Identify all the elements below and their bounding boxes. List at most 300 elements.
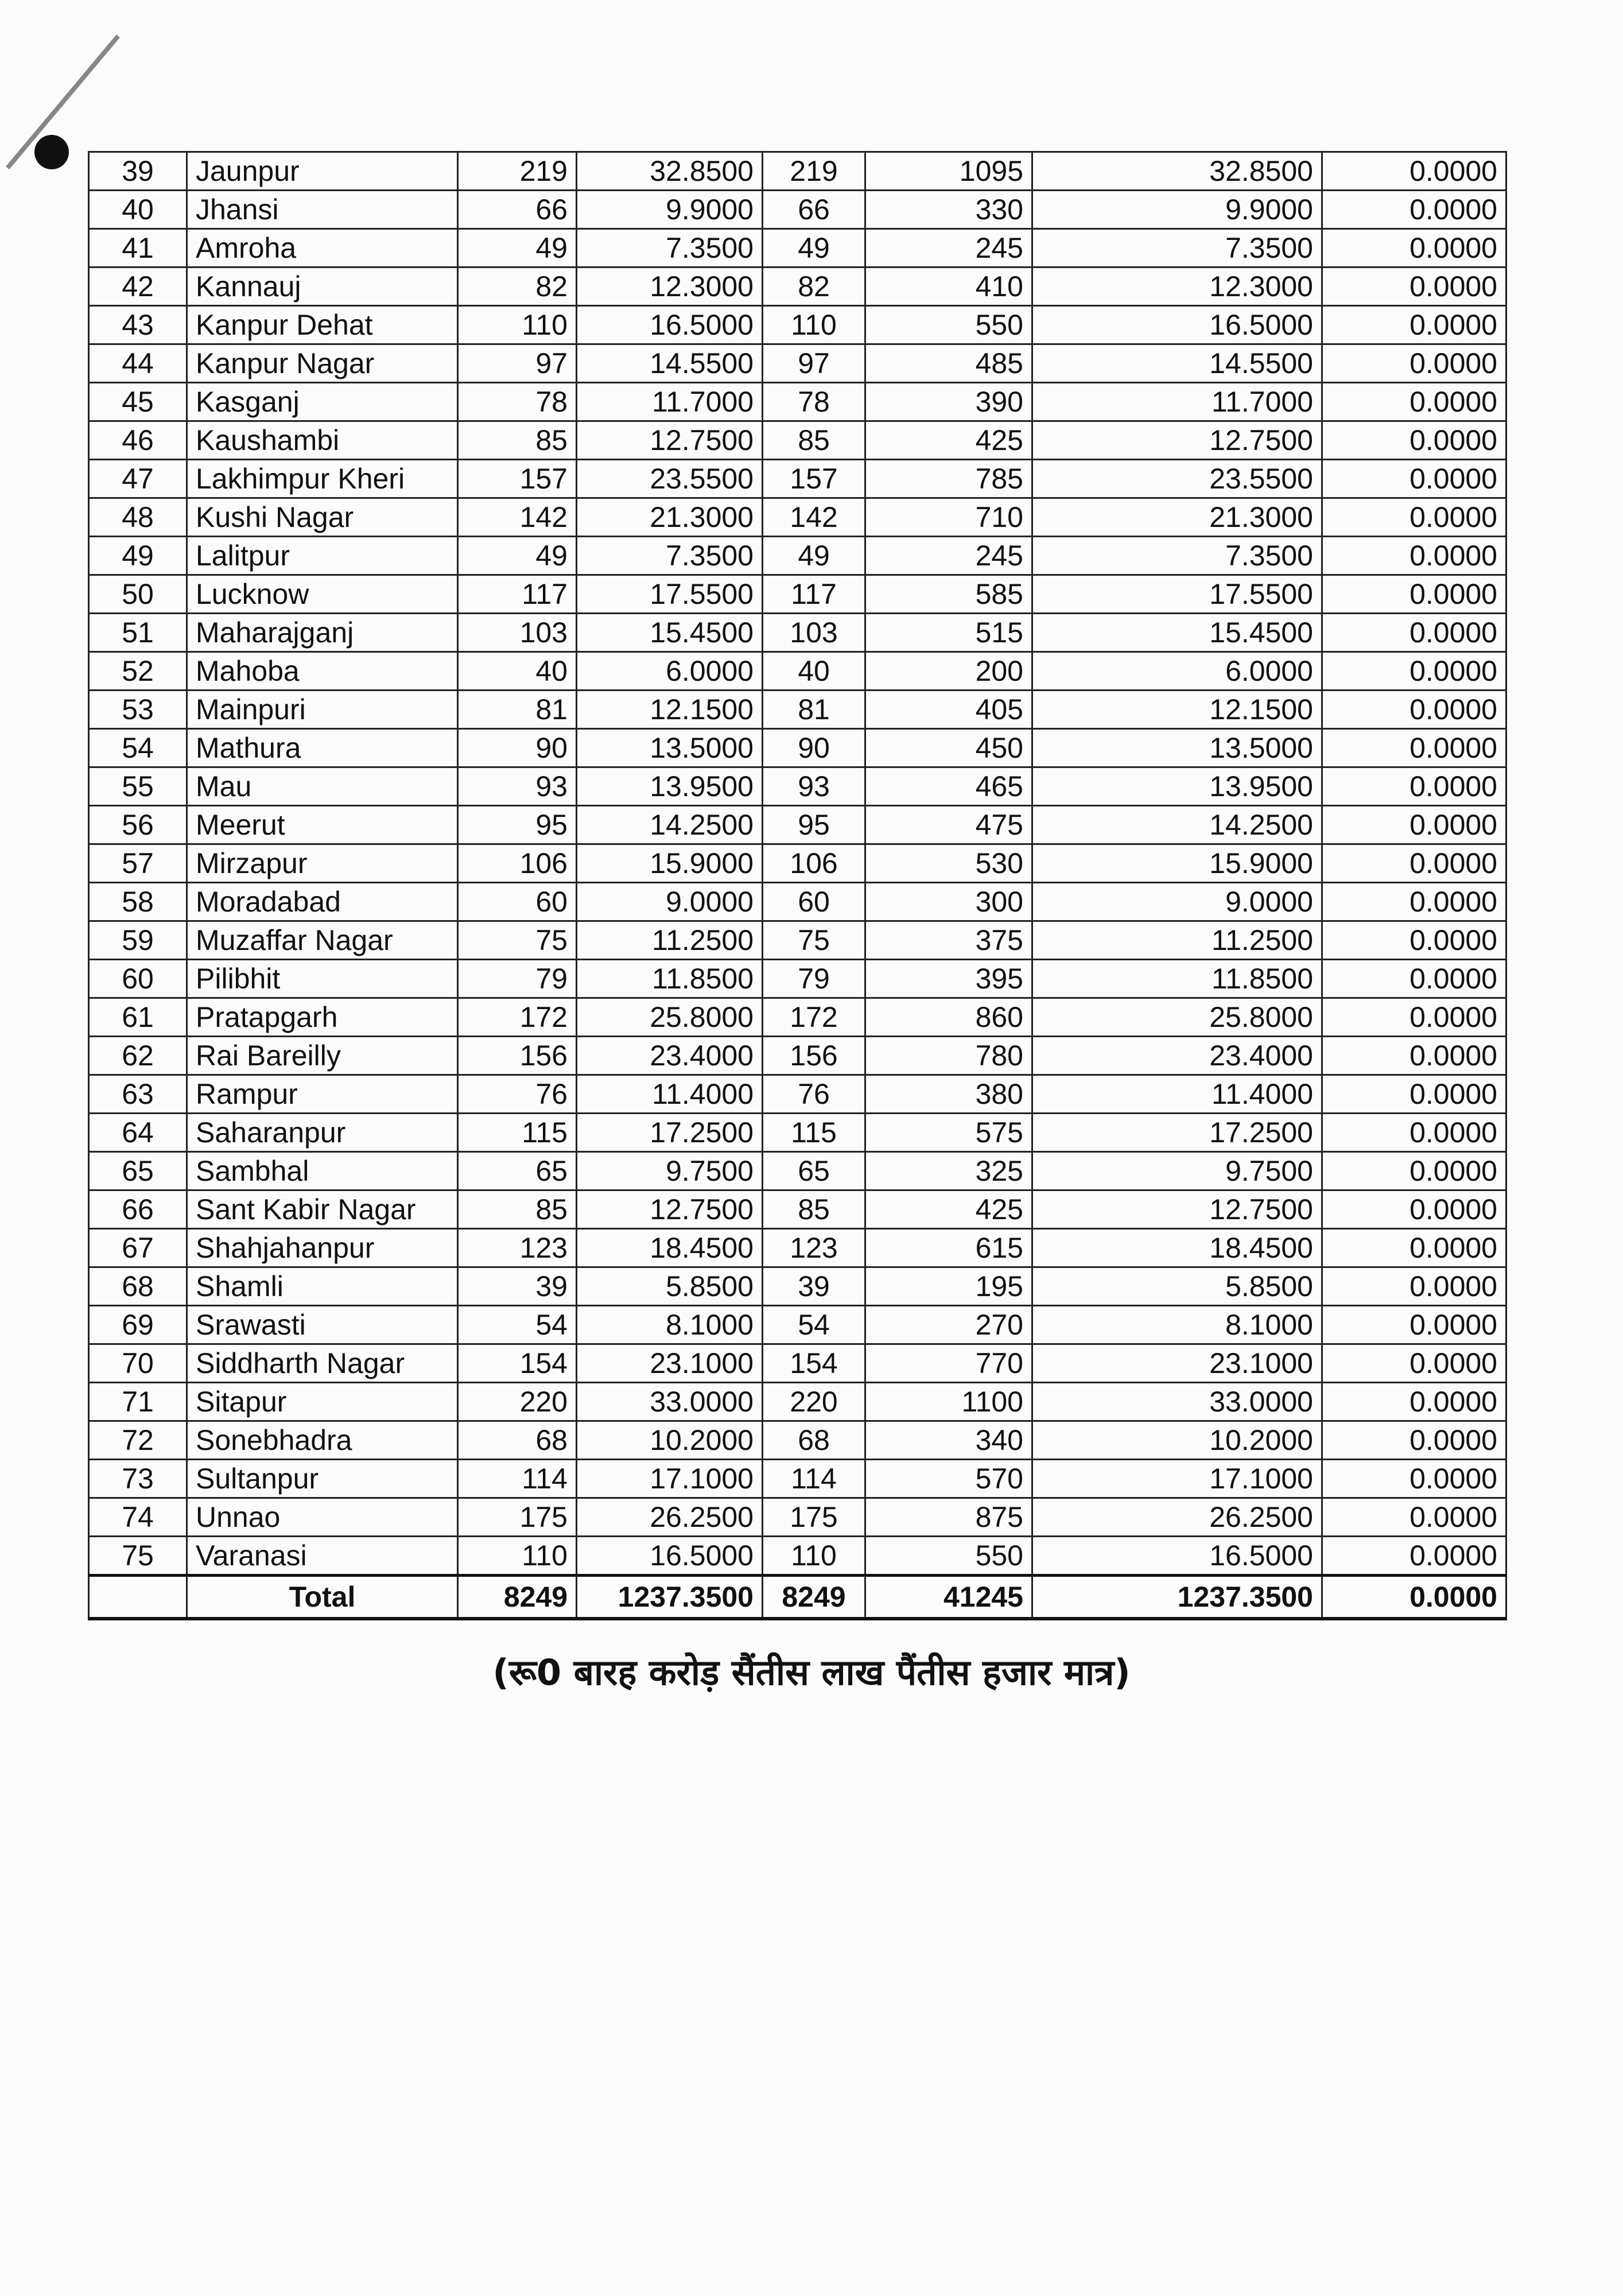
serial-number-cell: 54 <box>89 729 187 767</box>
units-cell: 465 <box>865 767 1032 806</box>
count-2-cell: 219 <box>763 152 865 191</box>
units-cell: 550 <box>865 1537 1032 1576</box>
amount-2-cell: 10.2000 <box>1032 1421 1322 1460</box>
district-name-cell: Lalitpur <box>187 537 458 575</box>
district-name-cell: Meerut <box>187 806 458 844</box>
district-name-cell: Rampur <box>187 1075 458 1114</box>
units-cell: 425 <box>865 421 1032 460</box>
amount-cell: 21.3000 <box>577 498 763 537</box>
units-cell: 410 <box>865 267 1032 306</box>
serial-number-cell: 66 <box>89 1190 187 1229</box>
serial-number-cell: 58 <box>89 883 187 921</box>
table-row <box>89 1114 1506 1152</box>
district-name-cell: Mainpuri <box>187 691 458 729</box>
serial-number-cell: 74 <box>89 1498 187 1537</box>
units-cell: 550 <box>865 306 1032 344</box>
amount-2-cell: 21.3000 <box>1032 498 1322 537</box>
district-name-cell: Muzaffar Nagar <box>187 921 458 960</box>
balance-cell: 0.0000 <box>1322 806 1506 844</box>
balance-cell: 0.0000 <box>1322 921 1506 960</box>
district-name-cell: Saharanpur <box>187 1114 458 1152</box>
amount-2-cell: 12.1500 <box>1032 691 1322 729</box>
count-2-cell: 156 <box>763 1037 865 1075</box>
count-cell: 82 <box>458 267 577 306</box>
count-cell: 110 <box>458 306 577 344</box>
amount-2-cell: 17.5500 <box>1032 575 1322 614</box>
district-name-cell: Siddharth Nagar <box>187 1344 458 1383</box>
amount-2-cell: 5.8500 <box>1032 1267 1322 1306</box>
balance-cell: 0.0000 <box>1322 1421 1506 1460</box>
count-cell: 54 <box>458 1306 577 1344</box>
serial-number-cell: 57 <box>89 844 187 883</box>
balance-cell: 0.0000 <box>1322 1190 1506 1229</box>
table-row <box>89 1152 1506 1190</box>
count-2-cell: 115 <box>763 1114 865 1152</box>
count-cell: 49 <box>458 537 577 575</box>
amount-2-cell: 32.8500 <box>1032 152 1322 191</box>
amount-cell: 12.1500 <box>577 691 763 729</box>
table-row <box>89 806 1506 844</box>
amount-cell: 17.1000 <box>577 1460 763 1498</box>
district-name-cell: Pilibhit <box>187 960 458 998</box>
amount-2-cell: 33.0000 <box>1032 1383 1322 1421</box>
units-cell: 330 <box>865 191 1032 229</box>
count-2-cell: 103 <box>763 614 865 652</box>
count-cell: 75 <box>458 921 577 960</box>
units-cell: 1100 <box>865 1383 1032 1421</box>
balance-cell: 0.0000 <box>1322 844 1506 883</box>
amount-cell: 33.0000 <box>577 1383 763 1421</box>
units-cell: 245 <box>865 229 1032 267</box>
amount-cell: 13.5000 <box>577 729 763 767</box>
amount-cell: 12.7500 <box>577 421 763 460</box>
count-2-cell: 60 <box>763 883 865 921</box>
table-row <box>89 383 1506 421</box>
count-2-cell: 49 <box>763 229 865 267</box>
units-cell: 785 <box>865 460 1032 498</box>
count-cell: 79 <box>458 960 577 998</box>
amount-2-cell: 18.4500 <box>1032 1229 1322 1267</box>
district-name-cell: Jhansi <box>187 191 458 229</box>
serial-number-cell: 41 <box>89 229 187 267</box>
amount-cell: 14.2500 <box>577 806 763 844</box>
count-2-cell: 85 <box>763 1190 865 1229</box>
balance-cell: 0.0000 <box>1322 1267 1506 1306</box>
units-cell: 875 <box>865 1498 1032 1537</box>
balance-cell: 0.0000 <box>1322 652 1506 691</box>
serial-number-cell: 55 <box>89 767 187 806</box>
district-name-cell: Amroha <box>187 229 458 267</box>
table-row <box>89 652 1506 691</box>
balance-cell: 0.0000 <box>1322 1576 1506 1619</box>
balance-cell: 0.0000 <box>1322 152 1506 191</box>
serial-number-cell: 43 <box>89 306 187 344</box>
amount-2-cell: 23.1000 <box>1032 1344 1322 1383</box>
count-cell: 157 <box>458 460 577 498</box>
table-row <box>89 614 1506 652</box>
serial-number-cell: 50 <box>89 575 187 614</box>
count-cell: 90 <box>458 729 577 767</box>
district-name-cell: Rai Bareilly <box>187 1037 458 1075</box>
amount-2-cell: 15.9000 <box>1032 844 1322 883</box>
balance-cell: 0.0000 <box>1322 1460 1506 1498</box>
balance-cell: 0.0000 <box>1322 998 1506 1037</box>
balance-cell: 0.0000 <box>1322 344 1506 383</box>
balance-cell: 0.0000 <box>1322 498 1506 537</box>
units-cell: 770 <box>865 1344 1032 1383</box>
table-row <box>89 152 1506 191</box>
amount-2-cell: 15.4500 <box>1032 614 1322 652</box>
count-cell: 115 <box>458 1114 577 1152</box>
district-name-cell: Jaunpur <box>187 152 458 191</box>
units-cell: 340 <box>865 1421 1032 1460</box>
balance-cell: 0.0000 <box>1322 1229 1506 1267</box>
amount-2-cell: 14.2500 <box>1032 806 1322 844</box>
balance-cell: 0.0000 <box>1322 1114 1506 1152</box>
units-cell: 375 <box>865 921 1032 960</box>
units-cell: 570 <box>865 1460 1032 1498</box>
amount-2-cell: 9.0000 <box>1032 883 1322 921</box>
amount-cell: 6.0000 <box>577 652 763 691</box>
amount-cell: 9.0000 <box>577 883 763 921</box>
units-cell: 530 <box>865 844 1032 883</box>
amount-2-cell: 12.7500 <box>1032 1190 1322 1229</box>
units-cell: 585 <box>865 575 1032 614</box>
serial-number-cell: 62 <box>89 1037 187 1075</box>
serial-number-cell: 61 <box>89 998 187 1037</box>
amount-2-cell: 7.3500 <box>1032 537 1322 575</box>
amount-in-words: (रू0 बारह करोड़ सैंतीस लाख पैंतीस हजार मात्र) <box>492 1651 1131 1693</box>
units-cell: 390 <box>865 383 1032 421</box>
table-row <box>89 537 1506 575</box>
count-cell: 66 <box>458 191 577 229</box>
balance-cell: 0.0000 <box>1322 460 1506 498</box>
serial-number-cell: 75 <box>89 1537 187 1576</box>
amount-2-cell: 14.5500 <box>1032 344 1322 383</box>
district-name-cell: Mahoba <box>187 652 458 691</box>
amount-2-cell: 12.7500 <box>1032 421 1322 460</box>
count-cell: 8249 <box>458 1576 577 1619</box>
district-name-cell: Maharajganj <box>187 614 458 652</box>
table-row <box>89 1344 1506 1383</box>
count-cell: 95 <box>458 806 577 844</box>
count-2-cell: 65 <box>763 1152 865 1190</box>
count-2-cell: 220 <box>763 1383 865 1421</box>
district-name-cell: Varanasi <box>187 1537 458 1576</box>
units-cell: 485 <box>865 344 1032 383</box>
units-cell: 475 <box>865 806 1032 844</box>
count-cell: 60 <box>458 883 577 921</box>
count-2-cell: 90 <box>763 729 865 767</box>
serial-number-cell: 64 <box>89 1114 187 1152</box>
balance-cell: 0.0000 <box>1322 691 1506 729</box>
count-cell: 40 <box>458 652 577 691</box>
balance-cell: 0.0000 <box>1322 537 1506 575</box>
count-cell: 76 <box>458 1075 577 1114</box>
count-2-cell: 78 <box>763 383 865 421</box>
table-row <box>89 1498 1506 1537</box>
amount-cell: 23.4000 <box>577 1037 763 1075</box>
serial-number-cell: 72 <box>89 1421 187 1460</box>
count-2-cell: 110 <box>763 306 865 344</box>
amount-2-cell: 17.1000 <box>1032 1460 1322 1498</box>
table-row <box>89 1537 1506 1576</box>
district-name-cell: Mirzapur <box>187 844 458 883</box>
count-cell: 175 <box>458 1498 577 1537</box>
amount-cell: 9.9000 <box>577 191 763 229</box>
table-row <box>89 1037 1506 1075</box>
units-cell: 300 <box>865 883 1032 921</box>
count-cell: 172 <box>458 998 577 1037</box>
amount-cell: 16.5000 <box>577 306 763 344</box>
units-cell: 1095 <box>865 152 1032 191</box>
serial-number-cell: 45 <box>89 383 187 421</box>
amount-2-cell: 7.3500 <box>1032 229 1322 267</box>
balance-cell: 0.0000 <box>1322 1306 1506 1344</box>
district-name-cell: Sant Kabir Nagar <box>187 1190 458 1229</box>
count-2-cell: 93 <box>763 767 865 806</box>
amount-cell: 11.7000 <box>577 383 763 421</box>
amount-cell: 9.7500 <box>577 1152 763 1190</box>
count-2-cell: 39 <box>763 1267 865 1306</box>
amount-2-cell: 11.2500 <box>1032 921 1322 960</box>
count-cell: 117 <box>458 575 577 614</box>
balance-cell: 0.0000 <box>1322 1075 1506 1114</box>
count-cell: 219 <box>458 152 577 191</box>
serial-number-cell: 71 <box>89 1383 187 1421</box>
serial-number-cell: 51 <box>89 614 187 652</box>
count-2-cell: 75 <box>763 921 865 960</box>
table-row <box>89 498 1506 537</box>
amount-cell: 5.8500 <box>577 1267 763 1306</box>
district-name-cell: Kanpur Nagar <box>187 344 458 383</box>
amount-cell: 7.3500 <box>577 537 763 575</box>
table-row <box>89 344 1506 383</box>
serial-number-cell: 40 <box>89 191 187 229</box>
district-name-cell: Total <box>187 1576 458 1619</box>
amount-cell: 12.7500 <box>577 1190 763 1229</box>
serial-number-cell: 47 <box>89 460 187 498</box>
balance-cell: 0.0000 <box>1322 1498 1506 1537</box>
table-row <box>89 267 1506 306</box>
units-cell: 195 <box>865 1267 1032 1306</box>
count-cell: 68 <box>458 1421 577 1460</box>
count-2-cell: 79 <box>763 960 865 998</box>
amount-cell: 8.1000 <box>577 1306 763 1344</box>
count-2-cell: 172 <box>763 998 865 1037</box>
units-cell: 515 <box>865 614 1032 652</box>
district-name-cell: Pratapgarh <box>187 998 458 1037</box>
count-cell: 220 <box>458 1383 577 1421</box>
count-2-cell: 157 <box>763 460 865 498</box>
amount-cell: 1237.3500 <box>577 1576 763 1619</box>
serial-number-cell: 48 <box>89 498 187 537</box>
count-2-cell: 117 <box>763 575 865 614</box>
count-2-cell: 54 <box>763 1306 865 1344</box>
units-cell: 710 <box>865 498 1032 537</box>
count-cell: 85 <box>458 1190 577 1229</box>
balance-cell: 0.0000 <box>1322 1537 1506 1576</box>
amount-2-cell: 17.2500 <box>1032 1114 1322 1152</box>
district-name-cell: Moradabad <box>187 883 458 921</box>
count-2-cell: 95 <box>763 806 865 844</box>
count-2-cell: 66 <box>763 191 865 229</box>
units-cell: 270 <box>865 1306 1032 1344</box>
amount-cell: 11.8500 <box>577 960 763 998</box>
table-row <box>89 921 1506 960</box>
count-cell: 114 <box>458 1460 577 1498</box>
balance-cell: 0.0000 <box>1322 306 1506 344</box>
table-row <box>89 1075 1506 1114</box>
amount-2-cell: 16.5000 <box>1032 306 1322 344</box>
district-name-cell: Srawasti <box>187 1306 458 1344</box>
amount-cell: 7.3500 <box>577 229 763 267</box>
count-cell: 97 <box>458 344 577 383</box>
units-cell: 860 <box>865 998 1032 1037</box>
amount-cell: 23.5500 <box>577 460 763 498</box>
serial-number-cell: 39 <box>89 152 187 191</box>
amount-cell: 26.2500 <box>577 1498 763 1537</box>
amount-cell: 12.3000 <box>577 267 763 306</box>
count-2-cell: 154 <box>763 1344 865 1383</box>
balance-cell: 0.0000 <box>1322 1344 1506 1383</box>
amount-2-cell: 1237.3500 <box>1032 1576 1322 1619</box>
count-cell: 78 <box>458 383 577 421</box>
count-cell: 65 <box>458 1152 577 1190</box>
table-row <box>89 729 1506 767</box>
units-cell: 245 <box>865 537 1032 575</box>
amount-cell: 11.4000 <box>577 1075 763 1114</box>
count-2-cell: 97 <box>763 344 865 383</box>
amount-2-cell: 11.4000 <box>1032 1075 1322 1114</box>
units-cell: 615 <box>865 1229 1032 1267</box>
balance-cell: 0.0000 <box>1322 383 1506 421</box>
units-cell: 325 <box>865 1152 1032 1190</box>
amount-2-cell: 23.4000 <box>1032 1037 1322 1075</box>
serial-number-cell: 73 <box>89 1460 187 1498</box>
serial-number-cell: 46 <box>89 421 187 460</box>
serial-number-cell: 70 <box>89 1344 187 1383</box>
amount-2-cell: 11.7000 <box>1032 383 1322 421</box>
count-2-cell: 114 <box>763 1460 865 1498</box>
amount-2-cell: 9.7500 <box>1032 1152 1322 1190</box>
district-name-cell: Sambhal <box>187 1152 458 1190</box>
amount-cell: 14.5500 <box>577 344 763 383</box>
count-cell: 110 <box>458 1537 577 1576</box>
serial-number-cell: 65 <box>89 1152 187 1190</box>
balance-cell: 0.0000 <box>1322 191 1506 229</box>
balance-cell: 0.0000 <box>1322 267 1506 306</box>
table-row <box>89 229 1506 267</box>
table-row <box>89 691 1506 729</box>
count-2-cell: 68 <box>763 1421 865 1460</box>
district-allocation-table <box>88 151 1507 1620</box>
total-row <box>89 1576 1506 1619</box>
balance-cell: 0.0000 <box>1322 1152 1506 1190</box>
amount-cell: 17.2500 <box>577 1114 763 1152</box>
serial-number-cell: 42 <box>89 267 187 306</box>
amount-2-cell: 9.9000 <box>1032 191 1322 229</box>
count-cell: 81 <box>458 691 577 729</box>
units-cell: 780 <box>865 1037 1032 1075</box>
amount-cell: 15.4500 <box>577 614 763 652</box>
amount-cell: 25.8000 <box>577 998 763 1037</box>
count-cell: 156 <box>458 1037 577 1075</box>
amount-cell: 15.9000 <box>577 844 763 883</box>
district-name-cell: Shahjahanpur <box>187 1229 458 1267</box>
count-2-cell: 82 <box>763 267 865 306</box>
district-name-cell: Mau <box>187 767 458 806</box>
table-row <box>89 1229 1506 1267</box>
amount-2-cell: 12.3000 <box>1032 267 1322 306</box>
amount-2-cell: 16.5000 <box>1032 1537 1322 1576</box>
table-row <box>89 575 1506 614</box>
balance-cell: 0.0000 <box>1322 960 1506 998</box>
district-name-cell: Mathura <box>187 729 458 767</box>
amount-2-cell: 13.9500 <box>1032 767 1322 806</box>
balance-cell: 0.0000 <box>1322 1383 1506 1421</box>
district-name-cell: Shamli <box>187 1267 458 1306</box>
amount-2-cell: 13.5000 <box>1032 729 1322 767</box>
amount-cell: 17.5500 <box>577 575 763 614</box>
count-cell: 39 <box>458 1267 577 1306</box>
district-name-cell: Sitapur <box>187 1383 458 1421</box>
count-cell: 103 <box>458 614 577 652</box>
count-cell: 123 <box>458 1229 577 1267</box>
count-cell: 93 <box>458 767 577 806</box>
balance-cell: 0.0000 <box>1322 229 1506 267</box>
table-row <box>89 1306 1506 1344</box>
count-2-cell: 106 <box>763 844 865 883</box>
district-name-cell: Kaushambi <box>187 421 458 460</box>
amount-cell: 23.1000 <box>577 1344 763 1383</box>
table-row <box>89 306 1506 344</box>
table-row <box>89 1383 1506 1421</box>
table-row <box>89 421 1506 460</box>
district-name-cell: Lucknow <box>187 575 458 614</box>
table-row <box>89 883 1506 921</box>
amount-2-cell: 26.2500 <box>1032 1498 1322 1537</box>
table-row <box>89 460 1506 498</box>
balance-cell: 0.0000 <box>1322 575 1506 614</box>
balance-cell: 0.0000 <box>1322 1037 1506 1075</box>
count-cell: 85 <box>458 421 577 460</box>
amount-cell: 16.5000 <box>577 1537 763 1576</box>
balance-cell: 0.0000 <box>1322 421 1506 460</box>
amount-cell: 32.8500 <box>577 152 763 191</box>
units-cell: 425 <box>865 1190 1032 1229</box>
table-row <box>89 844 1506 883</box>
count-2-cell: 49 <box>763 537 865 575</box>
amount-2-cell: 11.8500 <box>1032 960 1322 998</box>
balance-cell: 0.0000 <box>1322 767 1506 806</box>
table-row <box>89 767 1506 806</box>
serial-number-cell: 60 <box>89 960 187 998</box>
balance-cell: 0.0000 <box>1322 729 1506 767</box>
table-row <box>89 191 1506 229</box>
amount-2-cell: 8.1000 <box>1032 1306 1322 1344</box>
units-cell: 41245 <box>865 1576 1032 1619</box>
district-name-cell: Lakhimpur Kheri <box>187 460 458 498</box>
count-2-cell: 175 <box>763 1498 865 1537</box>
district-name-cell: Kannauj <box>187 267 458 306</box>
units-cell: 395 <box>865 960 1032 998</box>
count-2-cell: 40 <box>763 652 865 691</box>
amount-cell: 10.2000 <box>577 1421 763 1460</box>
amount-2-cell: 25.8000 <box>1032 998 1322 1037</box>
amount-cell: 11.2500 <box>577 921 763 960</box>
serial-number-cell: 53 <box>89 691 187 729</box>
